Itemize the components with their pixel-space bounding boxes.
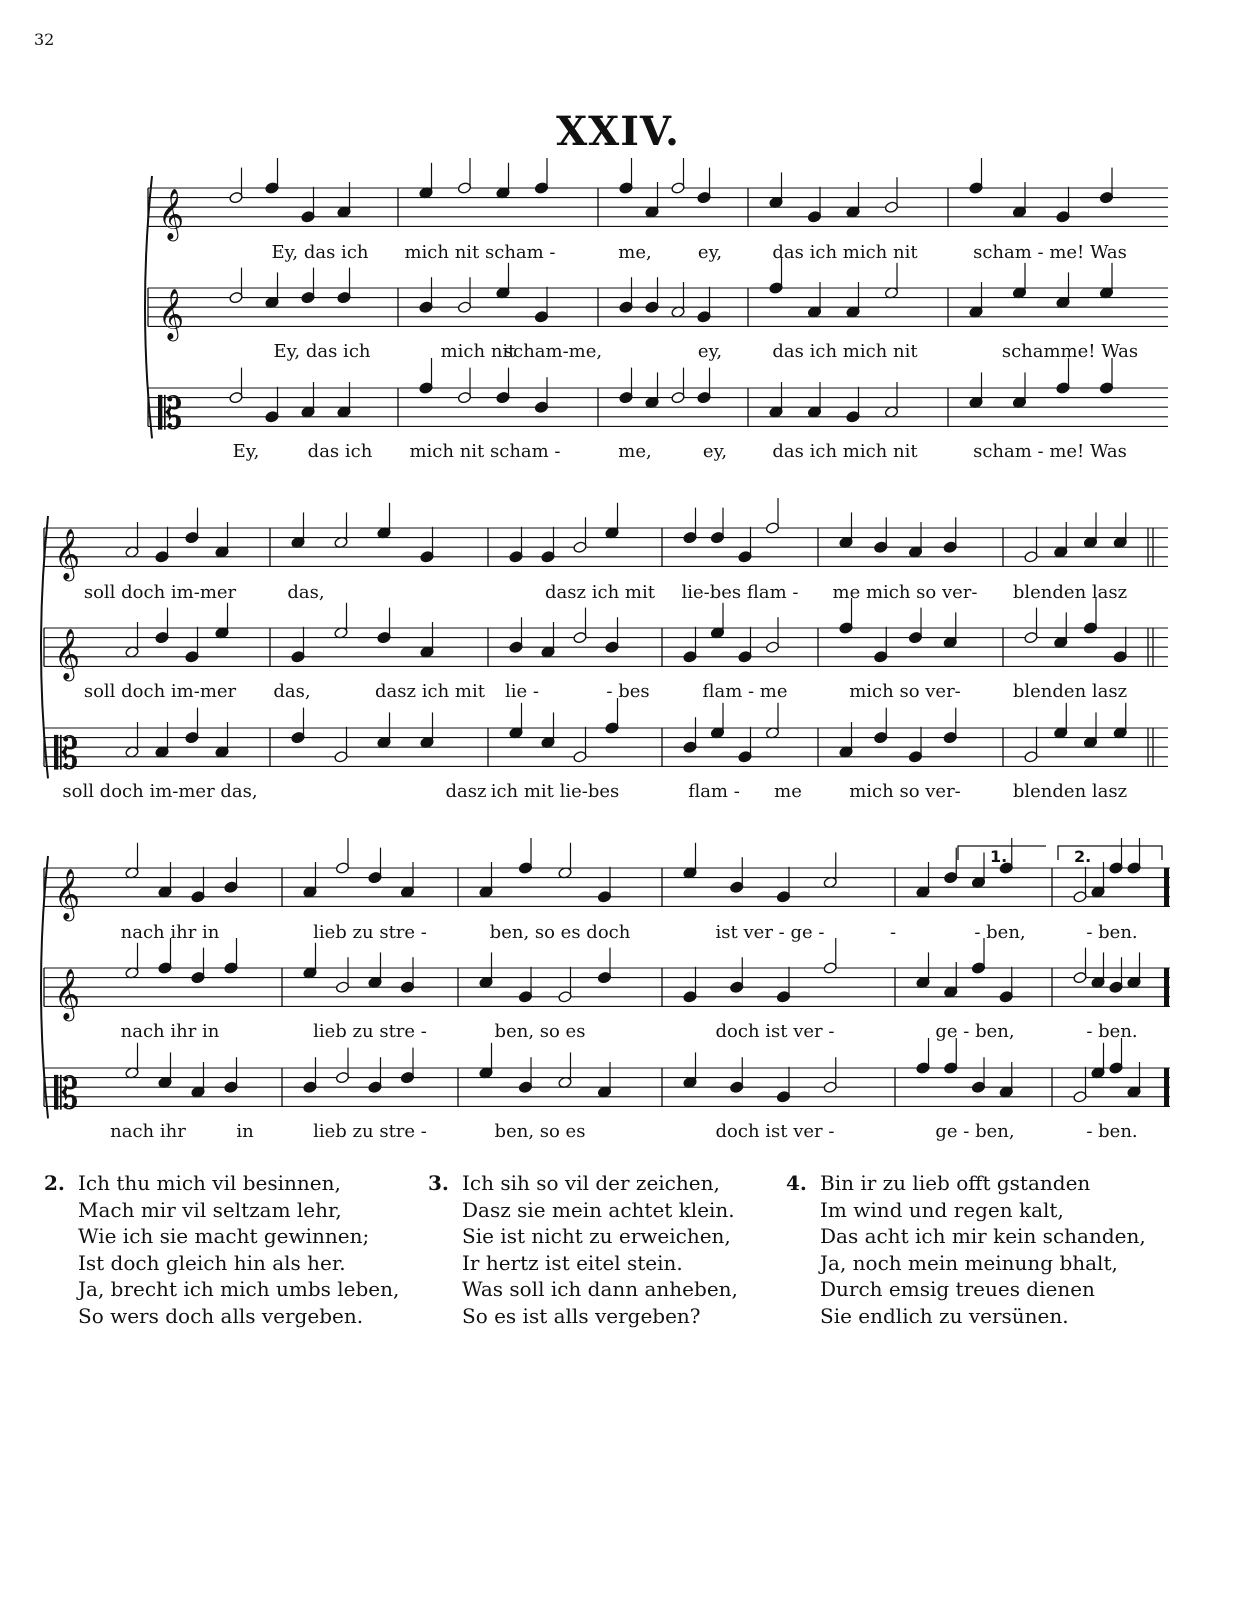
lyric-syllable: scham - me! Was — [973, 242, 1127, 263]
lyric-syllable: ben, so es — [494, 1121, 586, 1142]
c-clef-icon: 𝄡 — [158, 388, 183, 440]
lyric-syllable: das, — [273, 681, 311, 702]
lyric-syllable: ist ver - ge - — [715, 922, 825, 943]
lyric-syllable: schamme! Was — [1001, 341, 1139, 362]
verse-line: Sie endlich zu versünen. — [820, 1303, 1069, 1328]
lyric-syllable: Ey, das ich — [271, 242, 369, 263]
lyric-syllable: das ich mich nit — [772, 242, 918, 263]
c-clef-icon: 𝄡 — [54, 1068, 79, 1120]
lyric-syllable: dasz ich mit — [545, 582, 655, 603]
lyric-syllable: ich mit lie-bes — [490, 781, 620, 802]
verse-2 — [44, 1170, 399, 1329]
lyric-syllable: ben, so es — [494, 1021, 586, 1042]
lyric-syllable: flam - me — [702, 681, 788, 702]
lyric-syllable: mich nit scham - — [409, 441, 561, 462]
lyric-syllable: - ben. — [1086, 1121, 1138, 1142]
ending-label: 2. — [1074, 847, 1092, 866]
c-clef-icon: 𝄡 — [54, 728, 79, 780]
lyric-syllable: ey, — [702, 441, 728, 462]
lyric-syllable: blenden lasz — [1012, 781, 1128, 802]
lyric-syllable: das ich mich nit — [772, 441, 918, 462]
lyric-syllable: nach ihr in — [120, 922, 220, 943]
verse-line: Sie ist nicht zu erweichen, — [462, 1224, 731, 1248]
lyric-syllable: blenden lasz — [1012, 681, 1128, 702]
lyric-syllable: ge - ben, — [935, 1121, 1015, 1142]
lyric-syllable: - bes — [606, 681, 650, 702]
verse-line: Ich thu mich vil besinnen, — [78, 1171, 341, 1195]
system-2 — [41, 516, 1168, 802]
verse-4 — [786, 1170, 1146, 1329]
verse-line: Das acht ich mir kein schanden, — [820, 1224, 1146, 1248]
treble-clef-icon: 𝄞 — [158, 288, 185, 340]
lyric-syllable: soll doch im-mer das, — [62, 781, 258, 802]
lyric-syllable: me mich so ver- — [832, 582, 978, 603]
verse-3 — [428, 1170, 738, 1329]
treble-clef-icon: 𝄞 — [54, 968, 81, 1020]
lyric-syllable: flam - — [688, 781, 740, 802]
lyric-syllable: - ben. — [1086, 922, 1138, 943]
lyric-syllable: doch ist ver - — [715, 1121, 835, 1142]
staff-voice-2 — [44, 628, 1168, 702]
verse-line: Wie ich sie macht gewinnen; — [78, 1224, 370, 1248]
lyric-syllable: me, — [618, 441, 652, 462]
verse-line: Ich sih so vil der zeichen, — [462, 1171, 720, 1195]
lyric-syllable: - ben, — [974, 922, 1026, 943]
lyric-syllable: soll doch im-mer — [83, 582, 237, 603]
verse-line: Dasz sie mein achtet klein. — [462, 1197, 735, 1222]
lyric-syllable: Ey, das ich — [273, 341, 371, 362]
verse-number: 2. — [44, 1171, 65, 1195]
final-barline — [1164, 968, 1169, 1006]
lyric-syllable: lieb zu stre - — [313, 1021, 427, 1042]
verse-line: Was soll ich dann anheben, — [462, 1277, 738, 1301]
lyric-syllable: me, — [618, 242, 652, 263]
lyric-syllable: ey, — [697, 341, 723, 362]
lyric-syllable: me — [774, 781, 802, 802]
lyric-syllable: doch ist ver - — [715, 1021, 835, 1042]
lyric-syllable: scham-me, — [503, 341, 603, 362]
verse-number: 4. — [786, 1171, 807, 1195]
final-barline — [1164, 1068, 1169, 1106]
lyric-syllable: Ey, — [232, 441, 260, 462]
lyric-syllable: in — [236, 1121, 254, 1142]
lyric-syllable: ge - ben, — [935, 1021, 1015, 1042]
lyric-syllable: blenden lasz — [1012, 582, 1128, 603]
ending-label: 1. — [990, 847, 1008, 866]
verse-line: Bin ir zu lieb offt gstanden — [820, 1171, 1091, 1195]
system-1 — [145, 176, 1168, 462]
lyric-syllable: - ben. — [1086, 1021, 1138, 1042]
verse-line: Ja, brecht ich mich umbs leben, — [78, 1277, 400, 1301]
lyric-syllable: - — [889, 922, 897, 943]
lyric-syllable: das ich mich nit — [772, 341, 918, 362]
verse-line: So wers doch alls vergeben. — [78, 1303, 364, 1328]
verse-line: Durch emsig treues dienen — [820, 1277, 1095, 1301]
page-number: 32 — [34, 30, 55, 49]
lyric-syllable: ey, — [697, 242, 723, 263]
lyric-syllable: lieb zu stre - — [313, 922, 427, 943]
treble-clef-icon: 𝄞 — [54, 628, 81, 680]
lyric-syllable: scham - me! Was — [973, 441, 1127, 462]
lyric-syllable: mich so ver- — [849, 681, 961, 702]
lyric-syllable: lieb zu stre - — [313, 1121, 427, 1142]
verse-number: 3. — [428, 1171, 449, 1195]
staff-voice-3 — [44, 728, 1168, 802]
staff-voice-3 — [44, 1068, 1170, 1142]
treble-clef-icon: 𝄞 — [54, 528, 81, 580]
lyric-syllable: lie - — [505, 681, 539, 702]
verse-line: Ist doch gleich hin als her. — [78, 1250, 346, 1275]
lyric-syllable: soll doch im-mer — [83, 681, 237, 702]
piece-title: XXIV. — [556, 108, 680, 155]
treble-clef-icon: 𝄞 — [158, 188, 185, 240]
staff-voice-1 — [44, 528, 1168, 603]
verse-line: Ir hertz ist eitel stein. — [462, 1250, 683, 1275]
lyric-syllable: mich nit scham - — [404, 242, 556, 263]
lyric-syllable: ben, so es doch — [489, 922, 631, 943]
lyric-syllable: dasz — [445, 781, 487, 802]
lyric-syllable: lie-bes flam - — [681, 582, 799, 603]
verse-line: Ja, noch mein meinung bhalt, — [820, 1250, 1118, 1275]
lyric-syllable: das ich — [307, 441, 373, 462]
verse-line: Im wind und regen kalt, — [820, 1197, 1064, 1222]
lyric-syllable: nach ihr — [110, 1121, 186, 1142]
final-barline — [1164, 868, 1169, 906]
staff-voice-1 — [44, 868, 1170, 943]
lyric-syllable: mich so ver- — [849, 781, 961, 802]
lyric-syllable: dasz ich mit — [375, 681, 485, 702]
treble-clef-icon: 𝄞 — [54, 868, 81, 920]
verse-line: So es ist alls vergeben? — [462, 1303, 701, 1328]
verse-line: Mach mir vil seltzam lehr, — [78, 1197, 342, 1222]
lyric-syllable: mich nit — [440, 341, 516, 362]
lyric-syllable: nach ihr in — [120, 1021, 220, 1042]
lyric-syllable: das, — [287, 582, 325, 603]
